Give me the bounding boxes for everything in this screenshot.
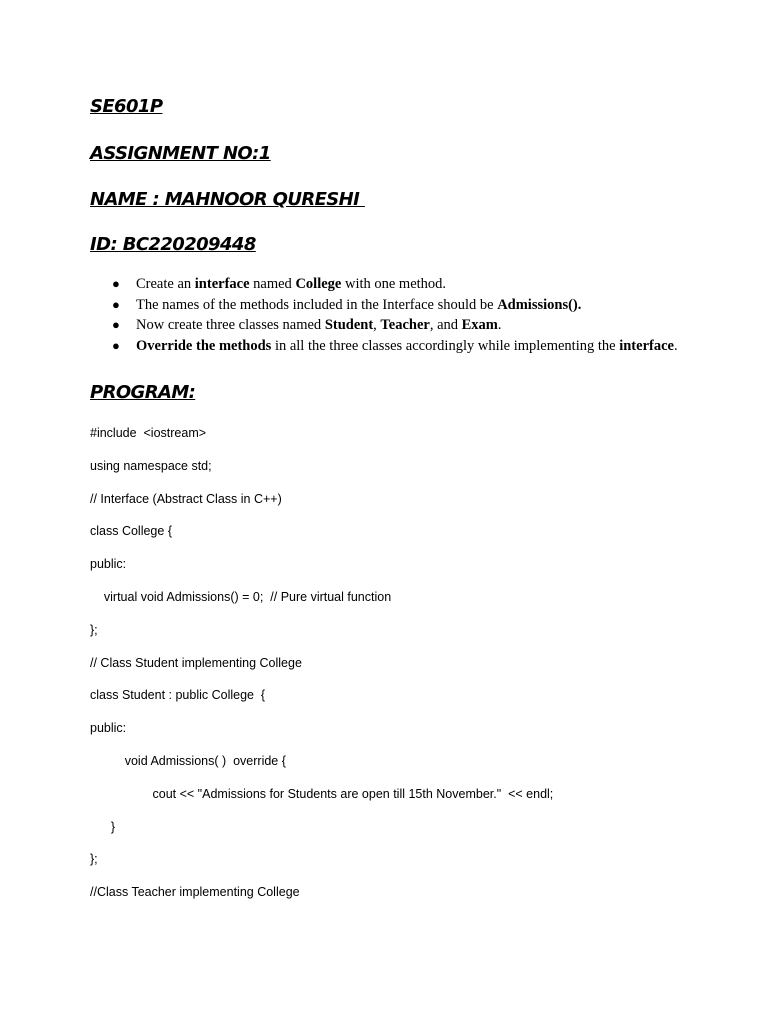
task-text: The names of the methods included in the Interface should be (136, 296, 498, 313)
task-text: . (497, 317, 502, 333)
task-emphasis: interface (194, 276, 250, 292)
code-line: virtual void Admissions() = 0; // Pure virtual function (90, 589, 392, 604)
code-line: public: (90, 721, 127, 736)
code-line: using namespace std; (90, 458, 212, 473)
code-line: void Admissions( ) override { (90, 753, 286, 768)
assignment-number-heading: ASSIGNMENT NO:1 (90, 143, 271, 164)
task-emphasis: Exam (461, 317, 498, 333)
task-text: named (249, 276, 296, 292)
student-name-heading: NAME : MAHNOOR QURESHI (90, 189, 365, 210)
code-line: // Class Student implementing College (90, 655, 302, 670)
bullet-icon: ● (112, 337, 120, 353)
task-emphasis: Student (324, 317, 374, 333)
task-text: in all the three classes accordingly while implementing the (271, 337, 620, 354)
task-emphasis: College (295, 276, 342, 292)
task-list (90, 274, 678, 356)
task-emphasis: Teacher (380, 317, 430, 333)
task-text: . (673, 337, 678, 354)
task-text: Create an (136, 276, 195, 292)
program-heading: PROGRAM: (90, 382, 196, 403)
code-line: //Class Teacher implementing College (90, 885, 300, 900)
bullet-icon: ● (112, 276, 120, 291)
code-line: cout << "Admissions for Students are open till 15th November." << endl; (90, 786, 554, 801)
code-line: // Interface (Abstract Class in C++) (90, 491, 282, 506)
bullet-icon: ● (112, 296, 120, 312)
code-block (90, 424, 553, 916)
code-line: } (90, 819, 116, 834)
task-text: with one method. (341, 276, 447, 292)
task-text: , (373, 317, 381, 333)
task-text: Now create three classes named (136, 317, 325, 333)
task-text: , and (429, 317, 462, 333)
task-item (90, 336, 678, 357)
task-item (90, 295, 678, 316)
code-line: class College { (90, 524, 172, 539)
code-line: class Student : public College { (90, 688, 266, 703)
code-line: public: (90, 557, 127, 572)
code-line: }; (90, 852, 98, 867)
student-id-heading: ID: BC220209448 (90, 234, 256, 255)
task-emphasis: Admissions(). (497, 296, 582, 313)
code-line: #include <iostream> (90, 426, 207, 440)
course-code-heading: SE601P (90, 96, 163, 117)
task-emphasis: Override the methods (136, 337, 272, 354)
task-item (90, 315, 678, 336)
bullet-icon: ● (112, 317, 120, 332)
task-emphasis: interface (619, 337, 674, 354)
code-line: }; (90, 622, 98, 637)
task-item (90, 274, 678, 295)
